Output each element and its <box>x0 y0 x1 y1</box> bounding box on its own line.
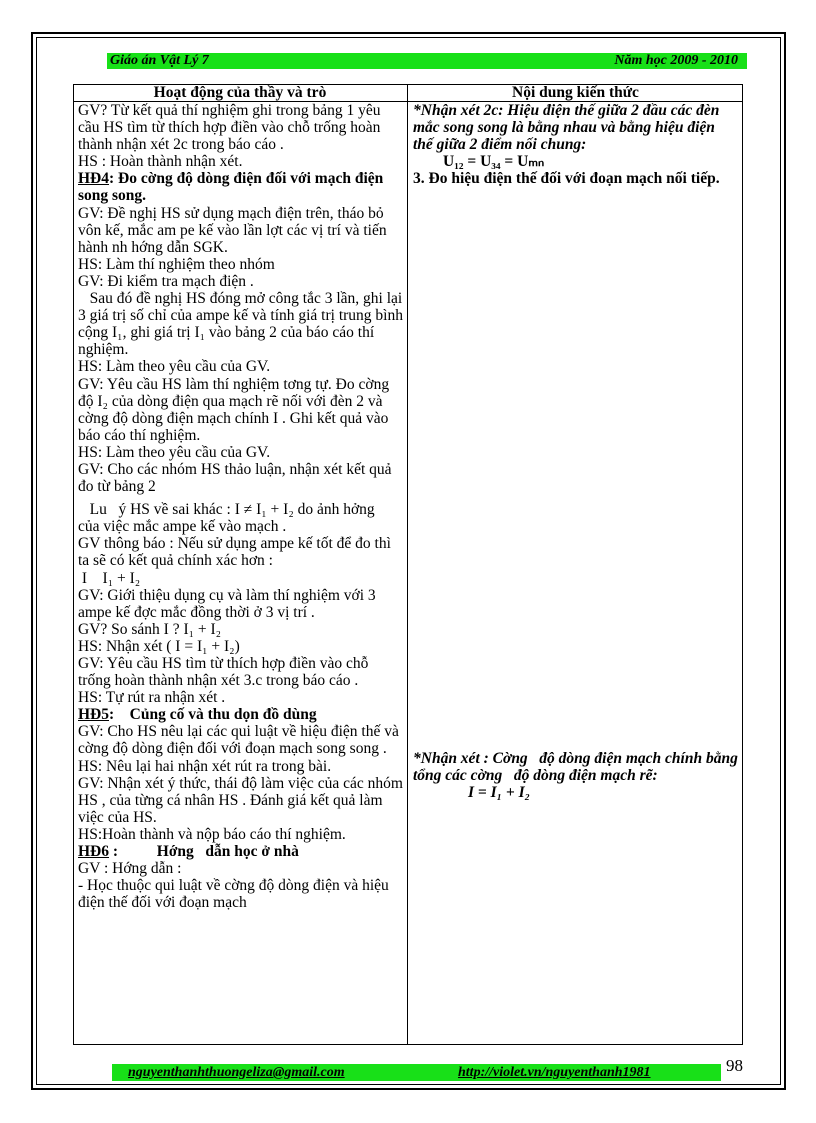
paragraph: GV: Nhận xét ý thức, thái độ làm việc của các nhóm HS , của từng cá nhân HS . Đánh giá kết quả làm việc của HS. <box>78 774 403 826</box>
observation-2c: *Nhận xét 2c: Hiệu điện thế giữa 2 đầu các đèn mắc song song là bằng nhau và bằng hiệu điện thế giữa 2 điểm nối chung: <box>413 102 720 154</box>
paragraph: HS: Làm theo yêu cầu của GV. <box>78 443 271 461</box>
paragraph: GV : Hớng dẫn : <box>78 860 182 878</box>
paragraph: I I₁ + I₂ <box>78 569 141 587</box>
footer-website-link[interactable]: http://violet.vn/nguyenthanh1981 <box>458 1065 651 1080</box>
header-subject: Giáo án Vật Lý 7 <box>110 53 209 68</box>
footer-email-link[interactable]: nguyenthanhthuongeliza@gmail.com <box>128 1065 345 1080</box>
formula-voltage: U₁₂ = U₃₄ = Uₘₙ <box>443 153 545 171</box>
formula-current: I = I₁ + I₂ <box>468 784 531 802</box>
content-block-top <box>413 102 738 187</box>
paragraph: GV: Đi kiểm tra mạch điện . <box>78 272 254 290</box>
paragraph: GV: Cho HS nêu lại các qui luật về hiệu điện thế và cờng độ dòng điện đối với đoạn mạch song song . <box>78 723 399 758</box>
paragraph: GV: Giới thiệu dụng cụ và làm thí nghiệm với 3 ampe kế đợc mắc đồng thời ở 3 vị trí . <box>78 586 376 621</box>
column-title-activities: Hoạt động của thầy và trò <box>153 84 327 101</box>
section-heading-hd6 <box>78 843 404 860</box>
column-divider <box>407 84 408 1045</box>
section-title: : Đo cờng độ dòng điện đối với mạch điện song song. <box>78 170 384 205</box>
paragraph: GV? So sánh I ? I₁ + I₂ <box>78 620 222 638</box>
section-title: : Củng cố và thu dọn đồ dùng <box>109 706 317 724</box>
section-heading-hd5 <box>78 706 404 723</box>
paragraph: GV: Đề nghị HS sử dụng mạch điện trên, tháo bỏ vôn kế, mắc am pe kế vào lần lợt các vị trí và tiến hành nh hớng dẫn SGK. <box>78 204 387 256</box>
paragraph: Sau đó đề nghị HS đóng mở công tắc 3 lần, ghi lại 3 giá trị số chỉ của ampe kế và tính giá trị trung bình cộng I₁, ghi giá trị I₁ vào bảng 2 của báo cáo thí nghiệm. <box>78 290 407 359</box>
content-block-bottom <box>413 750 742 802</box>
section-heading-hd4 <box>78 170 404 204</box>
paragraph: - Học thuộc qui luật về cờng độ dòng điện và hiệu điện thế đối với đoạn mạch <box>78 877 389 912</box>
paragraph: Lu ý HS về sai khác : I ≠ I₁ + I₂ do ảnh hởng của việc mắc ampe kế vào mạch . <box>78 501 387 536</box>
section-tag: HĐ4 <box>78 170 109 188</box>
page-number: 98 <box>726 1056 743 1075</box>
paragraph: HS : Hoàn thành nhận xét. <box>78 153 243 171</box>
observation-current: *Nhận xét : Cờng độ dòng điện mạch chính bằng tổng các cờng độ dòng điện mạch rẽ: <box>413 750 742 785</box>
column-title-content: Nội dung kiến thức <box>512 84 639 101</box>
paragraph: GV? Từ kết quả thí nghiệm ghi trong bảng 1 yêu cầu HS tìm từ thích hợp điền vào chỗ trống hoàn thành nhận xét 2c trong báo cáo . <box>78 102 381 154</box>
paragraph: GV: Yêu cầu HS làm thí nghiệm tơng tự. Đo cờng độ I₂ của dòng điện qua mạch rẽ nối với đèn 2 và cờng độ dòng điện mạch chính I . Ghi kết quả vào báo cáo thí nghiệm. <box>78 375 390 444</box>
section-title: : Hớng dẫn học ở nhà <box>109 843 299 861</box>
paragraph: HS: Làm thí nghiệm theo nhóm <box>78 255 275 273</box>
paragraph: HS:Hoàn thành và nộp báo cáo thí nghiệm. <box>78 825 346 843</box>
section-tag: HĐ6 <box>78 843 109 861</box>
paragraph: HS: Làm theo yêu cầu của GV. <box>78 358 271 376</box>
paragraph: HS: Tự rút ra nhận xét . <box>78 689 226 707</box>
paragraph: GV: Cho các nhóm HS thảo luận, nhận xét kết quả đo từ bảng 2 <box>78 460 392 496</box>
paragraph: HS: Nhận xét ( I = I₁ + I₂) <box>78 637 240 655</box>
section-3-heading: 3. Đo hiệu điện thế đối với đoạn mạch nối tiếp. <box>413 170 720 188</box>
paragraph: GV thông báo : Nếu sử dụng ampe kế tốt để đo thì ta sẽ có kết quả chính xác hơn : <box>78 535 391 570</box>
header-school-year: Năm học 2009 - 2010 <box>614 53 738 68</box>
paragraph: GV: Yêu cầu HS tìm từ thích hợp điền vào chỗ trống hoàn thành nhận xét 3.c trong báo cáo . <box>78 655 369 690</box>
activities-column <box>78 102 407 912</box>
section-tag: HĐ5 <box>78 706 109 724</box>
paragraph: HS: Nêu lại hai nhận xét rút ra trong bài. <box>78 757 332 775</box>
